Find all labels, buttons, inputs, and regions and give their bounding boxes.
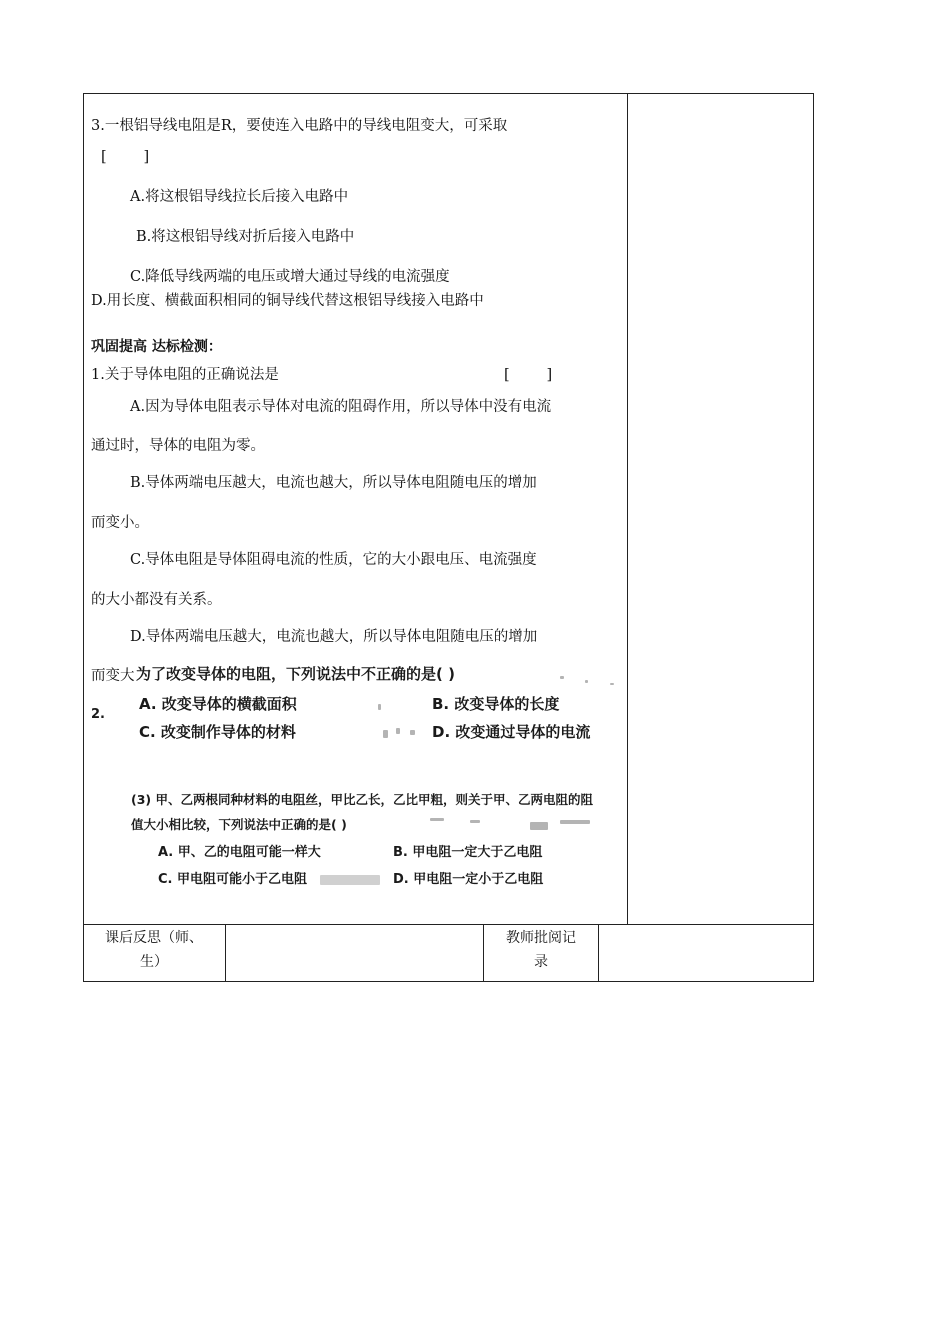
q3-option-a: A.将这根铝导线拉长后接入电路中	[130, 189, 349, 205]
q2-option-d: D. 改变通过导体的电流	[432, 723, 591, 741]
q4-stem-line2: 值大小相比较，下列说法中正确的是( )	[131, 817, 347, 832]
q4-option-d: D. 甲电阻一定小于乙电阻	[393, 872, 544, 887]
q1-option-a-line2: 通过时，导体的电阻为零。	[91, 438, 265, 454]
q2-stem: 为了改变导体的电阻，下列说法中不正确的是( )	[136, 665, 455, 683]
q4-stem-line1: (3) 甲、乙两根同种材料的电阻丝，甲比乙长，乙比甲粗，则关于甲、乙两电阻的阻	[131, 792, 593, 807]
right-column-divider	[627, 94, 628, 925]
q3-stem: 3.一根铝导线电阻是R，要使连入电路中的导线电阻变大，可采取	[91, 118, 508, 134]
scan-noise	[430, 818, 444, 821]
scan-noise	[610, 683, 614, 685]
scan-noise	[585, 680, 588, 683]
q3-option-c: C.降低导线两端的电压或增大通过导线的电流强度	[130, 269, 450, 285]
footer-divider-3	[598, 924, 599, 981]
scan-noise	[560, 676, 564, 679]
q1-bracket: [ ]	[504, 367, 553, 383]
reflection-label-line1: 课后反思（师、	[105, 930, 203, 946]
q2-option-b: B. 改变导体的长度	[432, 695, 560, 713]
q1-option-d-line1: D.导体两端电压越大，电流也越大，所以导体电阻随电压的增加	[130, 629, 538, 645]
q1-option-d-line2: 而变大	[91, 668, 135, 684]
scan-noise	[396, 728, 400, 734]
q3-option-d: D.用长度、横截面积相同的铜导线代替这根铝导线接入电路中	[91, 293, 484, 309]
scan-noise	[530, 822, 548, 830]
scan-noise	[320, 875, 380, 885]
q1-option-a-line1: A.因为导体电阻表示导体对电流的阻碍作用，所以导体中没有电流	[130, 399, 552, 415]
q4-option-b: B. 甲电阻一定大于乙电阻	[393, 845, 543, 860]
teacher-review-label-line1: 教师批阅记	[506, 930, 576, 946]
reflection-label-line2: 生）	[140, 954, 168, 970]
q4-option-c: C. 甲电阻可能小于乙电阻	[158, 872, 308, 887]
q1-option-b-line1: B.导体两端电压越大，电流也越大，所以导体电阻随电压的增加	[130, 475, 537, 491]
q3-bracket: [ ]	[101, 149, 150, 165]
section-title: 巩固提高 达标检测：	[91, 339, 222, 355]
teacher-review-label-line2: 录	[534, 954, 548, 970]
q2-option-a: A. 改变导体的横截面积	[139, 695, 297, 713]
scan-noise	[410, 730, 415, 735]
footer-divider-1	[225, 924, 226, 981]
q2-option-c: C. 改变制作导体的材料	[139, 723, 296, 741]
q3-option-b: B.将这根铝导线对折后接入电路中	[136, 229, 355, 245]
footer-row-separator	[84, 924, 813, 925]
q1-option-c-line1: C.导体电阻是导体阻碍电流的性质，它的大小跟电压、电流强度	[130, 552, 537, 568]
scan-noise	[383, 730, 388, 738]
q1-option-b-line2: 而变小。	[91, 515, 149, 531]
scan-noise	[470, 820, 480, 823]
scan-noise	[378, 704, 381, 710]
scan-noise	[560, 820, 590, 824]
q1-option-c-line2: 的大小都没有关系。	[91, 592, 222, 608]
q2-number: 2.	[91, 707, 105, 722]
q1-stem: 1.关于导体电阻的正确说法是	[91, 367, 279, 383]
q4-option-a: A. 甲、乙的电阻可能一样大	[158, 845, 321, 860]
